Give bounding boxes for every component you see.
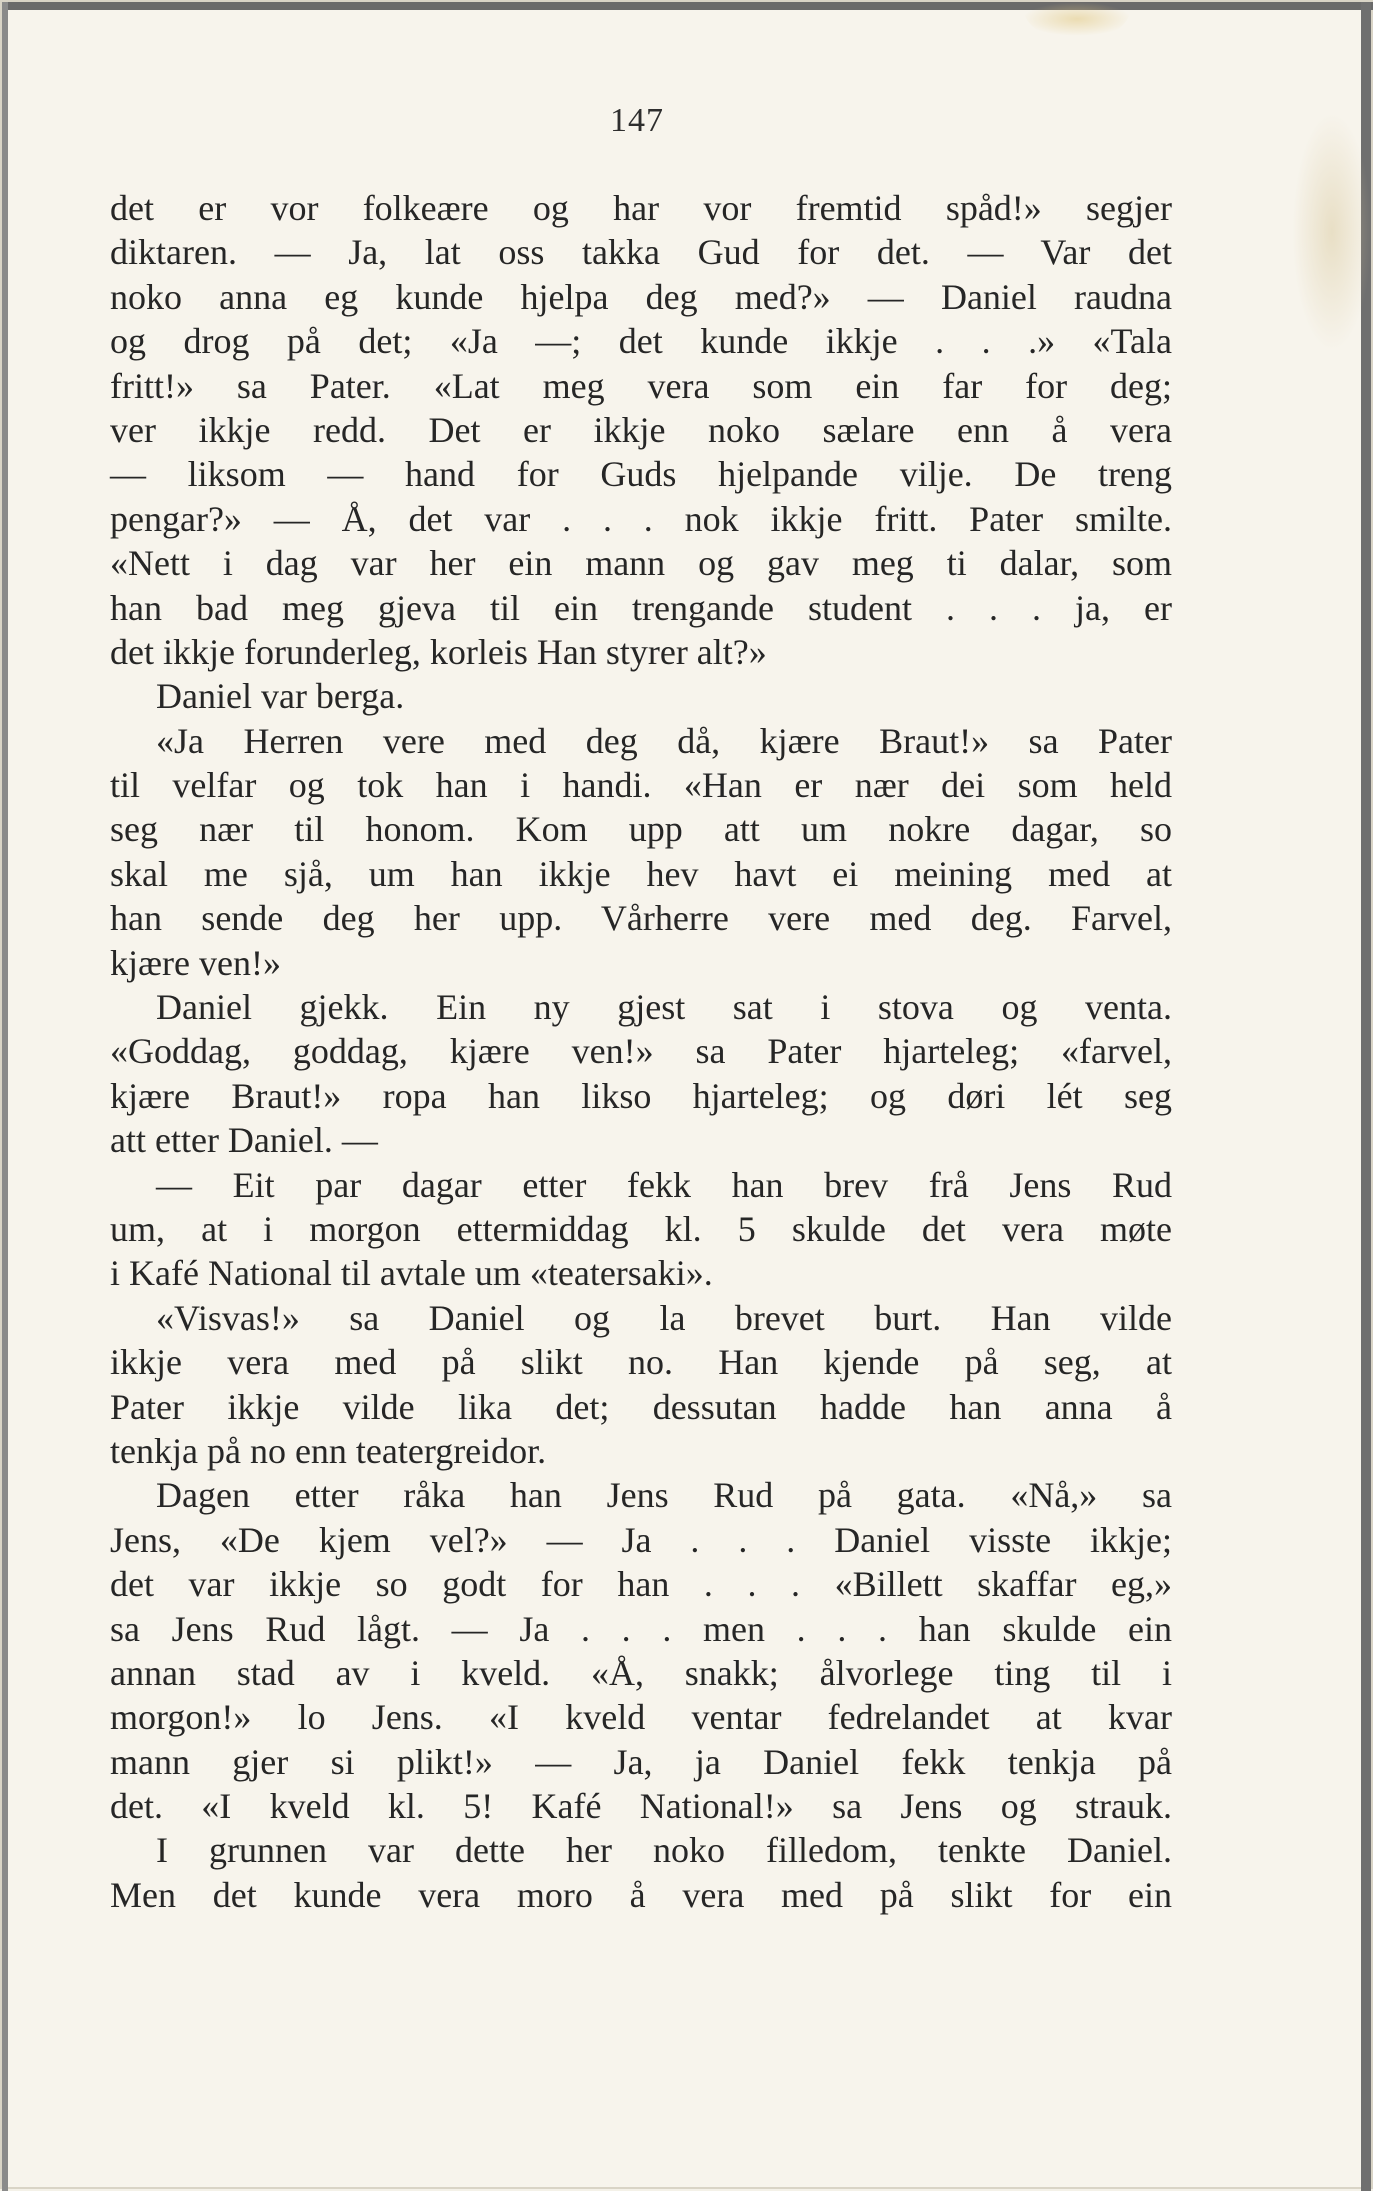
text-line: sa Jens Rud lågt. — Ja . . . men . . . han skulde ein (110, 1608, 1172, 1649)
text-line: «Nett i dag var her ein mann og gav meg ti dalar, som (110, 543, 1172, 584)
text-line: det var ikkje so godt for han . . . «Billett skaffar eg,» (110, 1564, 1172, 1605)
text-line: i Kafé National til avtale um «teatersaki». (110, 1253, 713, 1294)
text-line: Men det kunde vera moro å vera med på slikt for ein (110, 1874, 1172, 1915)
text-line: det. «I kveld kl. 5! Kafé National!» sa Jens og strauk. (110, 1786, 1172, 1827)
text-line: Dagen etter råka han Jens Rud på gata. «Nå,» sa (156, 1475, 1172, 1516)
paper-stain-right (1292, 112, 1372, 352)
text-line: ikkje vera med på slikt no. Han kjende på seg, at (110, 1342, 1172, 1383)
text-line: att etter Daniel. — (110, 1120, 378, 1161)
text-line: kjære ven!» (110, 942, 281, 983)
text-line: skal me sjå, um han ikkje hev havt ei meining med at (110, 853, 1172, 894)
text-line: diktaren. — Ja, lat oss takka Gud for det. — Var det (110, 232, 1172, 273)
page-number: 147 (610, 102, 664, 139)
text-line: Jens, «De kjem vel?» — Ja . . . Daniel visste ikkje; (110, 1519, 1172, 1560)
text-line: seg nær til honom. Kom upp att um nokre dagar, so (110, 809, 1172, 850)
text-line: «Goddag, goddag, kjære ven!» sa Pater hjarteleg; «farvel, (110, 1031, 1172, 1072)
text-line: pengar?» — Å, det var . . . nok ikkje fritt. Pater smilte. (110, 498, 1172, 539)
scan-top-edge (2, 2, 1373, 10)
text-line: — Eit par dagar etter fekk han brev frå Jens Rud (156, 1164, 1172, 1205)
text-line: morgon!» lo Jens. «I kveld ventar fedrelandet at kvar (110, 1697, 1172, 1738)
text-line: «Visvas!» sa Daniel og la brevet burt. Han vilde (156, 1297, 1172, 1338)
text-line: Pater ikkje vilde lika det; dessutan hadde han anna å (110, 1386, 1172, 1427)
text-line: tenkja på no enn teatergreidor. (110, 1430, 547, 1471)
paper-stain-top (1022, 2, 1132, 36)
text-line: det er vor folkeære og har vor fremtid spåd!» segjer (110, 188, 1172, 228)
text-line: «Ja Herren vere med deg då, kjære Braut!» sa Pater (156, 720, 1172, 761)
text-line: han sende deg her upp. Vårherre vere med deg. Farvel, (110, 898, 1172, 939)
text-line: Daniel var berga. (156, 676, 405, 717)
text-line: ver ikkje redd. Det er ikkje noko sælare enn å vera (110, 409, 1172, 450)
text-line: det ikkje forunderleg, korleis Han styrer alt?» (110, 631, 767, 672)
scan-left-edge (2, 2, 8, 2191)
body-text (110, 186, 1172, 1917)
text-line: noko anna eg kunde hjelpa deg med?» — Daniel raudna (110, 276, 1172, 317)
text-line: Daniel gjekk. Ein ny gjest sat i stova og venta. (156, 987, 1172, 1028)
text-line: annan stad av i kveld. «Å, snakk; ålvorlege ting til i (110, 1652, 1172, 1693)
text-line: han bad meg gjeva til ein trengande student . . . ja, er (110, 587, 1172, 628)
text-line: — liksom — hand for Guds hjelpande vilje. De treng (110, 454, 1172, 495)
text-line: kjære Braut!» ropa han likso hjarteleg; og døri lét seg (110, 1075, 1172, 1116)
text-line: I grunnen var dette her noko filledom, tenkte Daniel. (156, 1830, 1172, 1871)
text-line: fritt!» sa Pater. «Lat meg vera som ein far for deg; (110, 365, 1172, 406)
text-line: mann gjer si plikt!» — Ja, ja Daniel fekk tenkja på (110, 1741, 1172, 1782)
text-line: til velfar og tok han i handi. «Han er nær dei som held (110, 765, 1172, 806)
text-line: og drog på det; «Ja —; det kunde ikkje . . .» «Tala (110, 321, 1172, 362)
text-line: um, at i morgon ettermiddag kl. 5 skulde det vera møte (110, 1208, 1172, 1249)
